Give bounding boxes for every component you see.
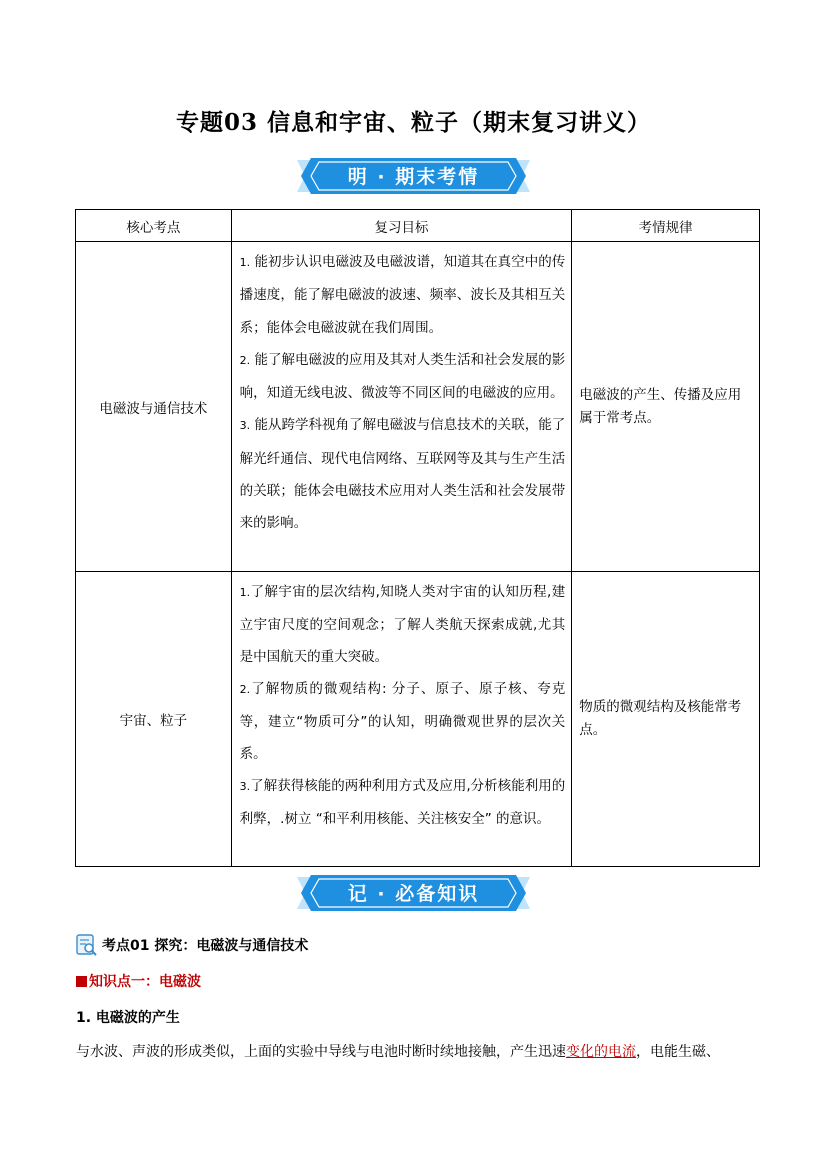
goal-item: 3. 能从跨学科视角了解电磁波与信息技术的关联，能了解光纤通信、现代电信网络、互联网等及其与生产生活的关联；能体会电磁技术应用对人类生活和社会发展带来的影响。 (239, 417, 566, 532)
knowledge-point-text: 知识点一：电磁波 (89, 974, 201, 990)
red-square-icon (76, 976, 87, 987)
section-heading-text: 考点01 探究：电磁波与通信技术 (102, 938, 309, 954)
subheading: 1. 电磁波的产生 (76, 1010, 180, 1026)
banner-title: 记 · 必备知识 (347, 883, 480, 905)
pattern-cell: 物质的微观结构及核能常考点。 (572, 572, 760, 867)
banner-exam-overview (297, 154, 530, 198)
header-core-topic: 核心考点 (76, 210, 232, 242)
header-exam-pattern: 考情规律 (572, 210, 760, 242)
banner-title: 明 · 期末考情 (347, 166, 480, 188)
goal-item: 1. 能初步认识电磁波及电磁波谱，知道其在真空中的传播速度，能了解电磁波的波速、频率、波长及其相互关系；能体会电磁波就在我们周围。 (239, 254, 566, 336)
goal-item: 2.了解物质的微观结构: 分子、原子、原子核、夸克等，建立“物质可分”的认知，明确微观世界的层次关系。 (239, 681, 566, 762)
para-text: ，电能生磁、 (636, 1044, 720, 1060)
knowledge-point-heading (76, 971, 201, 991)
para-text: 与水波、声波的形成类似，上面的实验中导线与电池时断时续地接触，产生迅速 (76, 1044, 566, 1060)
highlighted-term: 变化的电流 (566, 1044, 636, 1060)
topic-cell: 电磁波与通信技术 (76, 242, 232, 572)
header-review-goals: 复习目标 (231, 210, 572, 242)
body-paragraph (76, 1041, 766, 1061)
table-row (76, 242, 760, 572)
goal-item: 1.了解宇宙的层次结构,知晓人类对宇宙的认知历程,建立宇宙尺度的空间观念；了解人类航天探索成就,尤其是中国航天的重大突破。 (239, 584, 566, 665)
table-header-row (76, 210, 760, 242)
section-heading (76, 934, 308, 956)
topic-cell: 宇宙、粒子 (76, 572, 232, 867)
magnifier-document-icon (76, 934, 98, 956)
goal-item: 2. 能了解电磁波的应用及其对人类生活和社会发展的影响，知道无线电波、微波等不同区间的电磁波的应用。 (239, 351, 566, 402)
review-table (75, 209, 760, 867)
banner-essential-knowledge (297, 871, 530, 915)
page-title: 专题03 信息和宇宙、粒子（期末复习讲义） (175, 109, 651, 136)
table-row (76, 572, 760, 867)
goal-item: 3.了解获得核能的两种利用方式及应用,分析核能利用的利弊，.树立 “和平利用核能、关注核安全” 的意识。 (239, 778, 566, 827)
goals-cell (231, 242, 572, 572)
goals-cell (231, 572, 572, 867)
pattern-cell: 电磁波的产生、传播及应用属于常考点。 (572, 242, 760, 572)
